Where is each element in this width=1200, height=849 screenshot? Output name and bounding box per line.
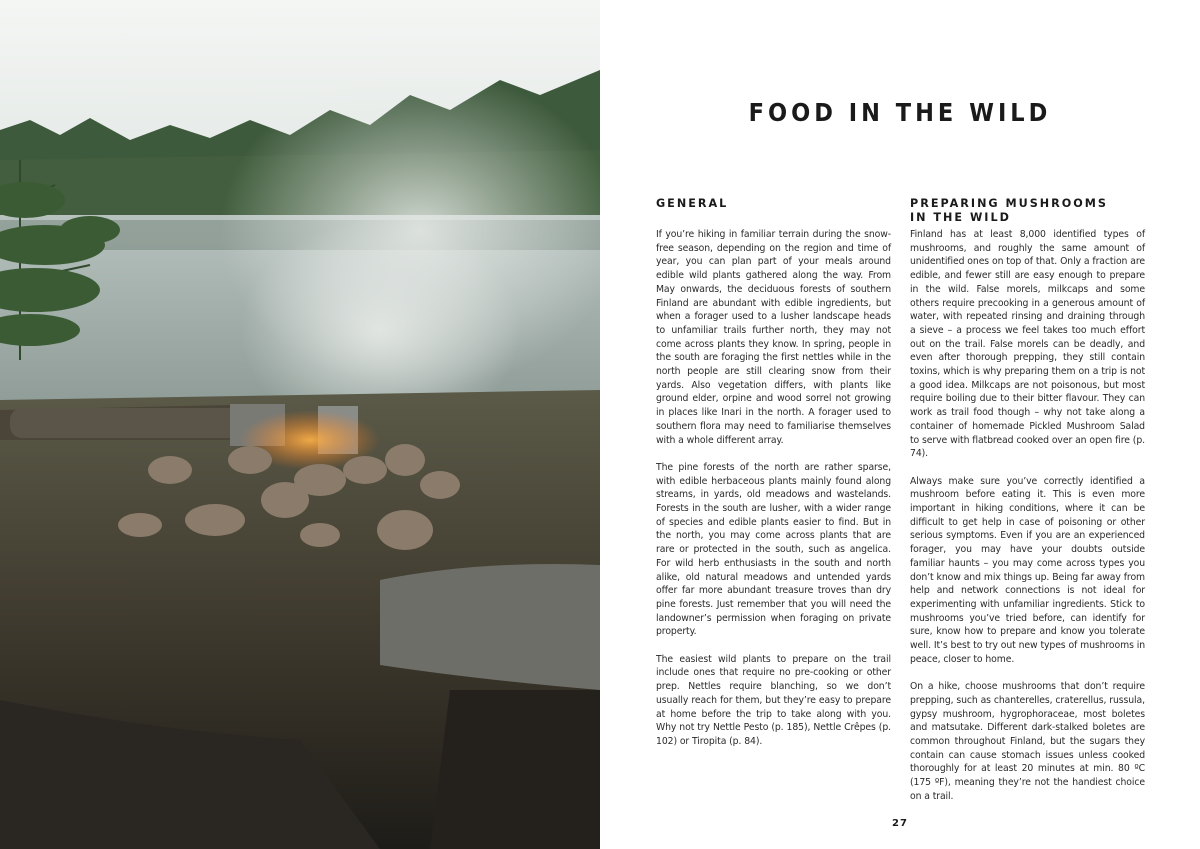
column-general bbox=[656, 197, 891, 762]
paragraph: If you’re hiking in familiar terrain during the snow-free season, depending on the region and time of year, you can plan part of your meals around edible wild plants gathered along the way. From May onwards, the deciduous forests of southern Finland are abundant with edible ingredients, but when a forager used to a lusher landscape heads to unfamiliar trails further north, they may not come across plants they know. In spring, people in the south are foraging the first nettles while in the north people are still clearing snow from their yards. Also vegetation differs, with plants like ground elder, orpine and wood sorrel not growing in places like Inari in the north. A forager used to southern flora may need to familiarise themselves with a whole different array. bbox=[656, 229, 891, 446]
paragraph: The easiest wild plants to prepare on the trail include ones that require no pre-cooking or other prep. Nettles require blanching, so we don’t usually reach for them, but they’re easy to prepare at home before the trip to take along with you. Why not try Nettle Pesto (p. 185), Nettle Crêpes (p. 102) or Tiropita (p. 84). bbox=[656, 653, 891, 747]
section-heading-general: GENERAL bbox=[656, 197, 729, 210]
heading-line: IN THE WILD bbox=[910, 210, 1011, 224]
text-page bbox=[600, 0, 1200, 849]
paragraph: The pine forests of the north are rather sparse, with edible herbaceous plants mainly found along streams, in yards, old meadows and wastelands. Forests in the south are lusher, with a wider range of species and edible plants easier to find. But in the north, you may come across plants that are rare or protected in the south, such as angelica. For wild herb enthusiasts in the south and north alike, old natural meadows and untended yards offer far more abundant treasure troves than dry pine forests. Just remember that you will need the landowner’s permission when foraging on private property. bbox=[656, 461, 891, 638]
column-mushrooms bbox=[910, 197, 1145, 817]
section-heading-mushrooms bbox=[910, 197, 1145, 224]
page-number: 27 bbox=[892, 818, 908, 829]
paragraph: Finland has at least 8,000 identified types of mushrooms, and roughly the same amount of unidentified ones on top of that. Only a fraction are edible, and fewer still are easy enough to prepare in the wild. False morels, milkcaps and some others require precooking in a generous amount of water, with repeated rinsing and draining through a sieve – a process we feel takes too much effort out on the trail. False morels can be deadly, and even after thorough prepping, they still contain toxins, which is why preparing them on a trip is not a good idea. Milkcaps are not poisonous, but most require boiling due to their bitter flavour. They can work as trail food though – why not take along a container of homemade Pickled Mushroom Salad to serve with flatbread cooked over an open fire (p. 74). bbox=[910, 229, 1145, 460]
paragraph: Always make sure you’ve correctly identified a mushroom before eating it. This is even more important in hiking conditions, where it can be difficult to get help in case of poisoning or other serious symptoms. Even if you are an experienced forager, you may have your doubts outside familiar haunts – you may come across types you don’t know and mix things up. Being far away from help and network connections is not ideal for experimenting with unfamiliar ingredients. Stick to mushrooms you’ve tried before, can identify for sure, know how to prepare and know you tolerate well. It’s best to try out new types of mushrooms in peace, closer to home. bbox=[910, 475, 1145, 665]
paragraph: On a hike, choose mushrooms that don’t require prepping, such as chanterelles, craterellus, russula, gypsy mushroom, hygrophoraceae, most boletes and matsutake. Different dark-stalked boletes are common throughout Finland, but the sugars they contain can cause stomach issues unless cooked thoroughly for at least 20 minutes at min. 80 ºC (175 ºF), meaning they’re not the handiest choice on a trail. bbox=[910, 681, 1145, 802]
page-title: FOOD IN THE WILD bbox=[748, 98, 1052, 127]
heading-line: PREPARING MUSHROOMS bbox=[910, 197, 1108, 210]
